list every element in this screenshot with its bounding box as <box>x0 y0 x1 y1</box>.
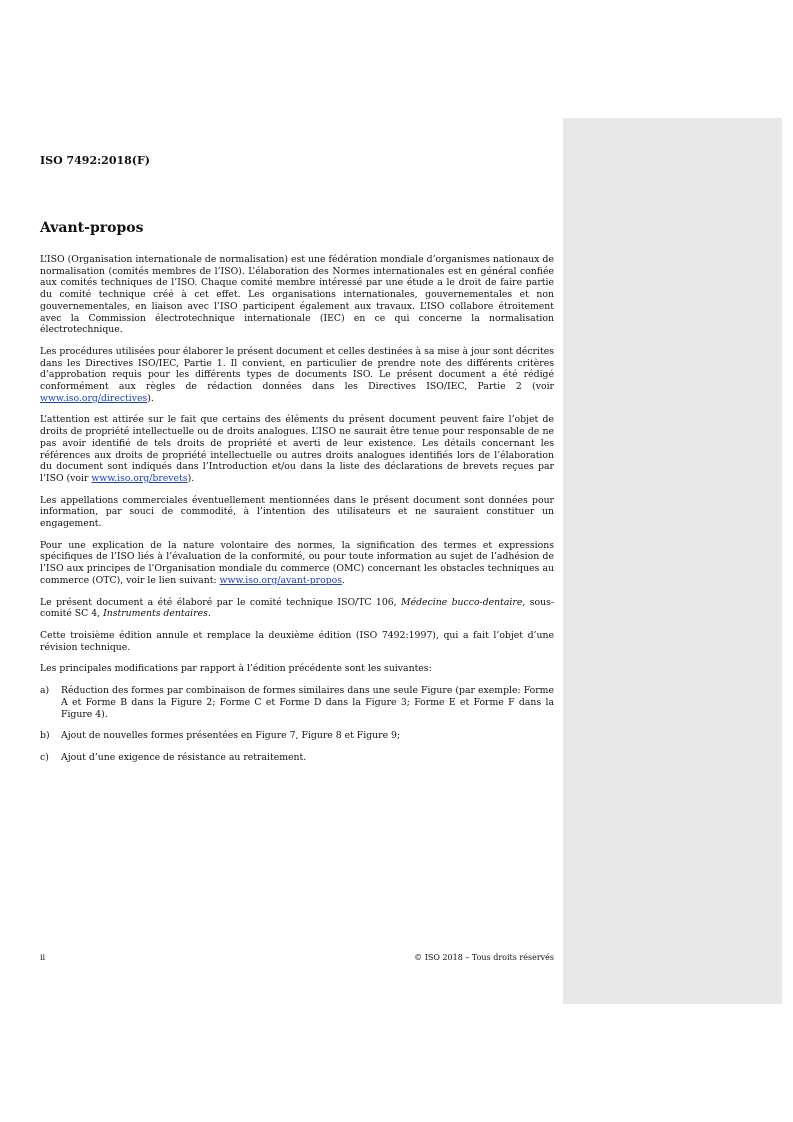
link-avant-propos[interactable]: www.iso.org/avant-propos <box>219 574 343 586</box>
list-item: a) Réduction des formes par combinaison de formes similaires dans une seule Figure (par exemple: Forme A et Forme B dans la Figure 2; Forme C et Forme D dans la Figure 3; Forme E et Forme F dans la Figure 4). <box>40 685 554 720</box>
modifications-list <box>40 685 554 764</box>
paragraph-8: Les principales modifications par rapport à l’édition précédente sont les suivantes: <box>40 663 432 675</box>
foreword-body <box>40 254 554 774</box>
list-item: c) Ajout d’une exigence de résistance au retraitement. <box>40 751 307 763</box>
comment-pane <box>563 118 782 1004</box>
paragraph-7: Cette troisième édition annule et remplace la deuxième édition (ISO 7492:1997), qui a fait l’objet d’une révision technique. <box>40 629 554 653</box>
paragraph-2: Les procédures utilisées pour élaborer le présent document et celles destinées à sa mise à jour sont décrites dans les Directives ISO/IEC, Partie 1. Il convient, en particulier de prendre note des différents critères d’approbation requis pour les différents types de documents ISO. Le présent document a été rédigé conformément aux règles de rédaction données dans les Directives ISO/IEC, Partie 2 (voir www.iso.org/directives). <box>40 345 554 404</box>
section-title: Avant-propos <box>40 220 144 236</box>
paragraph-1: L’ISO (Organisation internationale de normalisation) est une fédération mondiale d’organismes nationaux de normalisation (comités membres de l’ISO). L’élaboration des Normes internationales est en général confiée aux comités techniques de l’ISO. Chaque comité membre intéressé par une étude a le droit de faire partie du comité technique créé à cet effet. Les organisations internationales, gouvernementales et non gouvernementales, en liaison avec l’ISO participent également aux travaux. L’ISO collabore étroitement avec la Commission électrotechnique internationale (IEC) en ce qui concerne la normalisation électrotechnique. <box>40 254 554 336</box>
document-id: ISO 7492:2018(F) <box>40 154 151 167</box>
link-brevets[interactable]: www.iso.org/brevets <box>91 472 188 484</box>
paragraph-4: Les appellations commerciales éventuellement mentionnées dans le présent document sont données pour information, par souci de commodité, à l’intention des utilisateurs et ne sauraient constituer un engagement. <box>40 494 554 530</box>
paragraph-3: L’attention est attirée sur le fait que certains des éléments du présent document peuvent faire l’objet de droits de propriété intellectuelle ou de droits analogues. L’ISO ne saurait être tenue pour responsable de ne pas avoir identifié de tels droits de propriété et averti de leur existence. Les détails concernant les références aux droits de propriété intellectuelle ou autres droits analogues identifiés lors de l’élaboration du document sont indiqués dans l’Introduction et/ou dans la liste des déclarations de brevets reçues par l’ISO (voir www.iso.org/brevets). <box>40 414 554 484</box>
copyright-notice: © ISO 2018 – Tous droits réservés <box>414 953 554 962</box>
link-directives[interactable]: www.iso.org/directives <box>40 392 148 404</box>
paragraph-6: Le présent document a été élaboré par le comité technique ISO/TC 106, Médecine bucco-dentaire, sous-comité SC 4, Instruments dentaires. <box>40 596 554 620</box>
paragraph-5: Pour une explication de la nature volontaire des normes, la signification des termes et expressions spécifiques de l’ISO liés à l’évaluation de la conformité, ou pour toute information au sujet de l’adhésion de l’ISO aux principes de l’Organisation mondiale du commerce (OMC) concernant les obstacles techniques au commerce (OTC), voir le lien suivant: www.iso.org/avant-propos. <box>40 539 554 586</box>
list-item: b) Ajout de nouvelles formes présentées en Figure 7, Figure 8 et Figure 9; <box>40 730 401 742</box>
page-number: ii <box>40 953 46 962</box>
